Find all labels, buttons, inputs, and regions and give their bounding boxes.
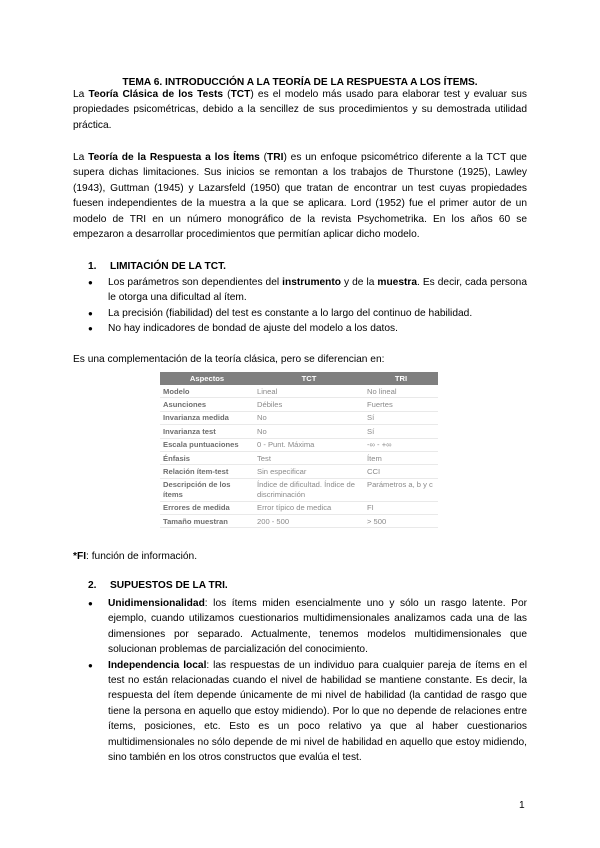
table-row [160,501,438,514]
table-cell: Débiles [254,398,364,411]
text-run: y de la [341,277,378,288]
table-row [160,438,438,451]
table-cell: Asunciones [160,398,254,411]
table-cell: Sin especificar [254,465,364,478]
table-cell: Énfasis [160,452,254,465]
term-tri: Teoría de la Respuesta a los Ítems [88,152,260,163]
footnote-mark: *FI [73,551,87,562]
text-run: : los ítems miden esencialmente uno y sólo un rasgo latente. Por ejemplo, cuando utilizamos cuestionarios multidimensionales analizamos cada una de las dimensiones por separado. Actualmente, tenemos modelos multidimensionales que solucionan problemas de parcialización del conocimiento. [108,598,527,656]
table-cell: Descripción de los ítems [160,478,254,501]
table-cell: Invarianza test [160,425,254,438]
text-run: La [73,152,89,163]
list-item [88,596,527,658]
table-cell: No [254,425,364,438]
table-cell: No [254,411,364,424]
table-cell: FI [364,501,438,514]
abbr-tct: TCT [230,89,251,100]
text-run: ( [259,152,268,163]
term-muestra: muestra [377,277,418,288]
table-cell: Errores de medida [160,501,254,514]
section-2-heading [88,578,228,593]
footnote-text: : función de información. [86,551,198,562]
list-item [88,275,527,306]
term-instrumento: instrumento [282,277,342,288]
term-tct: Teoría Clásica de los Tests [88,89,224,100]
term-unidimensionalidad: Unidimensionalidad [108,598,205,609]
list-item: ● La precisión (fiabilidad) del test es constante a lo largo del continuo de habilidad. [88,306,527,321]
footnote [73,549,527,564]
list-item: ● No hay indicadores de bondad de ajuste del modelo a los datos. [88,321,527,336]
table-row [160,478,438,501]
section-1-heading [88,259,226,274]
text-run: ) es un enfoque psicométrico diferente a la TCT que supera dichas limitaciones. Sus inicios se remontan a los trabajos de Thurstone (1925), Lawley (1943), Guttman (1945) y Lazarsfeld (1950) que tratan de encontrar un test cuyas propiedades fuesen independientes de la muestra a la que se aplicara. Lord (1952) fue el primer autor de un modelo de TRI en un número monográfico de la revista Psychometrika. En los años 60 se empezaron a desarrollar procedimientos que permitían aplicar dicho modelo. [73,152,527,241]
table-cell: Relación ítem-test [160,465,254,478]
text-run: ) es el modelo más usado para elaborar test y evaluar sus propiedades psicométricas, debido a la sencillez de sus procedimientos y su demostrada utilidad práctica. [73,89,527,131]
page-number: 1 [519,800,525,811]
section-title: SUPUESTOS DE LA TRI. [110,580,228,591]
term-independencia-local: Independencia local [108,659,207,671]
section-number: 2. [88,580,97,591]
table-header-row [160,372,438,385]
table-cell: 0 - Punt. Máxima [254,438,364,451]
table-row [160,398,438,411]
table-cell: Tamaño muestran [160,515,254,528]
table-row [160,425,438,438]
intro-paragraph-tct [73,87,527,133]
comparison-table [160,372,438,528]
text-run: Los parámetros son dependientes del [108,277,283,288]
table-cell: Invarianza medida [160,411,254,424]
column-header: TRI [364,372,438,385]
table-row [160,411,438,424]
table-cell: Test [254,452,364,465]
table-cell: Ítem [364,452,438,465]
text-run: : las respuestas de un individuo para cualquier pareja de ítems en el test no están relacionadas cuando el nivel de habilidad se mantiene constante. Es decir, la respuesta del ítem depende únicamente de mi nivel de habilidad (la cantidad de rasgo que tiene la persona en aquello que estoy midiendo). Por lo que no depende de relaciones entre ítems, posiciones, etc. Esto es un poco relativo ya que al haber cuestionarios multidimensionales no sólo depende de mi nivel de habilidad en aquello que estoy midiendo, sino también en los otros constructos que evalúa el test. [108,659,528,764]
abbr-tri: TRI [267,152,284,163]
table-cell: 200 - 500 [254,515,364,528]
table-row [160,452,438,465]
table-cell: Sí [364,411,438,424]
table-row [160,385,438,398]
column-header: Aspectos [160,372,254,385]
table-row [160,465,438,478]
section-number: 1. [88,261,97,272]
table-cell: Índice de dificultad. Índice de discriminación [254,478,364,501]
table-cell: Lineal [254,385,364,398]
table-row [160,515,438,528]
table-cell: -∞ - +∞ [364,438,438,451]
section-2-list [88,596,527,765]
text-run: ( [223,89,231,100]
page-title: TEMA 6. INTRODUCCIÓN A LA TEORÍA DE LA RESPUESTA A LOS ÍTEMS. [122,77,478,88]
text-run: La [73,89,89,100]
table-cell: Modelo [160,385,254,398]
table-cell: Parámetros a, b y c [364,478,438,501]
list-item [88,658,527,766]
section-title: LIMITACIÓN DE LA TCT. [110,261,227,272]
table-cell: Fuertes [364,398,438,411]
column-header: TCT [254,372,364,385]
table-cell: Sí [364,425,438,438]
text-run: . Es decir, cada persona le otorga una dificultad al ítem. [108,277,528,304]
table-cell: CCI [364,465,438,478]
comparison-table-body [160,385,438,528]
intro-paragraph-tri [73,150,527,242]
table-cell: > 500 [364,515,438,528]
table-cell: Escala puntuaciones [160,438,254,451]
section-1-list [88,275,527,337]
comparison-lead: Es una complementación de la teoría clásica, pero se diferencian en: [73,354,385,365]
table-cell: No lineal [364,385,438,398]
table-cell: Error típico de medica [254,501,364,514]
